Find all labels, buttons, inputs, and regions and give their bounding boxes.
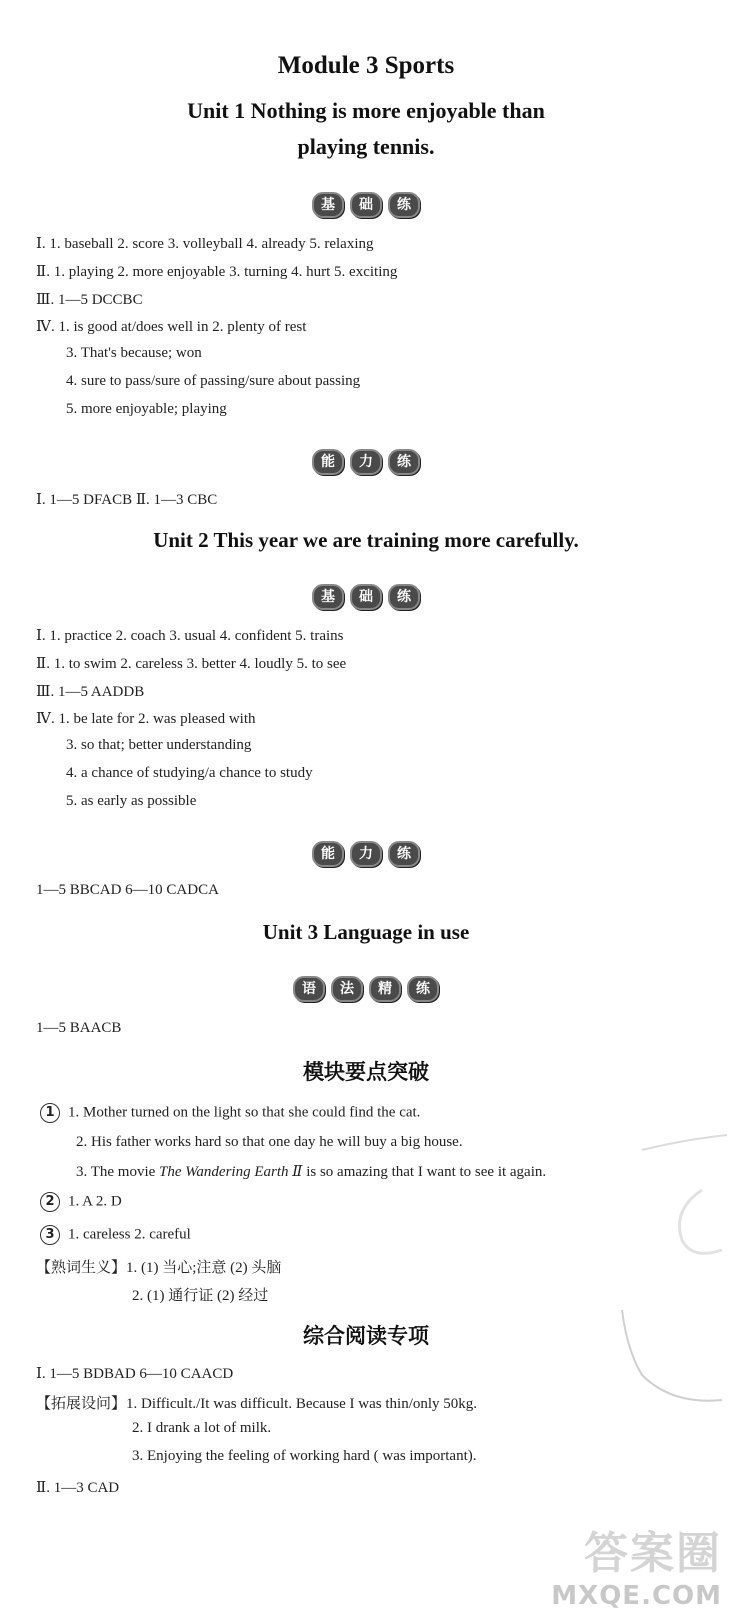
key-point-line — [76, 1162, 546, 1181]
familiar-word-new-meaning: 【熟词生义】1. (1) 当心;注意 (2) 头脑 — [36, 1260, 282, 1276]
circled-number-1: 1 — [40, 1103, 60, 1123]
unit1-line: Ⅳ. 1. is good at/does well in 2. plenty of rest — [36, 319, 307, 335]
unit1-line: Ⅲ. 1—5 DCCBC — [36, 292, 143, 308]
unit3-grammar-practice-badge — [0, 976, 732, 1002]
unit3-line: 1—5 BAACB — [36, 1020, 122, 1036]
familiar-word-new-meaning: 2. (1) 通行证 (2) 经过 — [132, 1288, 269, 1304]
badge-char: 练 — [388, 192, 420, 218]
module-title: Module 3 Sports — [277, 52, 455, 79]
unit1-title-line1: Unit 1 Nothing is more enjoyable than — [187, 98, 545, 123]
badge-char: 练 — [388, 449, 420, 475]
key-point-text: 1. A 2. D — [68, 1193, 122, 1210]
unit2-line: Ⅰ. 1. practice 2. coach 3. usual 4. confident 5. trains — [36, 628, 344, 644]
badge-char: 基 — [312, 584, 344, 610]
reading-line: Ⅱ. 1—3 CAD — [36, 1480, 120, 1496]
unit1-ability-line: Ⅰ. 1—5 DFACB Ⅱ. 1—3 CBC — [36, 492, 218, 508]
key-point-1-line — [40, 1103, 420, 1123]
unit1-ability-practice-badge — [0, 449, 732, 475]
unit1-basic-practice-badge — [0, 192, 732, 218]
unit3-title: Unit 3 Language in use — [262, 920, 470, 944]
unit2-line: Ⅲ. 1—5 AADDB — [36, 684, 145, 700]
circled-number-2: 2 — [40, 1192, 60, 1212]
key-points-title: 模块要点突破 — [303, 1060, 429, 1084]
watermark-url: MXQE.COM — [551, 1581, 722, 1611]
reading-title: 综合阅读专项 — [303, 1324, 429, 1348]
movie-title: The Wandering Earth Ⅱ — [159, 1164, 303, 1180]
unit1-line: 5. more enjoyable; playing — [66, 401, 227, 417]
unit1-title-line2: playing tennis. — [297, 134, 435, 159]
key-point-text: 3. The movie — [76, 1164, 160, 1180]
unit1-line: Ⅱ. 1. playing 2. more enjoyable 3. turning 4. hurt 5. exciting — [36, 264, 398, 280]
key-point-line: 2. His father works hard so that one day he will buy a big house. — [76, 1134, 463, 1150]
badge-char: 能 — [312, 449, 344, 475]
circled-number-3: 3 — [40, 1225, 60, 1245]
badge-char: 练 — [388, 584, 420, 610]
badge-char: 练 — [407, 976, 439, 1002]
unit2-line: 5. as early as possible — [66, 793, 197, 809]
key-point-text: 1. Mother turned on the light so that she could find the cat. — [68, 1104, 421, 1121]
badge-char: 基 — [312, 192, 344, 218]
unit1-line: Ⅰ. 1. baseball 2. score 3. volleyball 4. already 5. relaxing — [36, 236, 374, 252]
badge-char: 础 — [350, 192, 382, 218]
reading-line: 2. I drank a lot of milk. — [132, 1420, 272, 1436]
key-point-3-line — [40, 1225, 191, 1245]
reading-line: 3. Enjoying the feeling of working hard ( was important). — [132, 1448, 477, 1464]
unit2-line: 3. so that; better understanding — [66, 737, 252, 753]
badge-char: 法 — [331, 976, 363, 1002]
badge-char: 能 — [312, 841, 344, 867]
reading-line: Ⅰ. 1—5 BDBAD 6—10 CAACD — [36, 1366, 234, 1382]
unit2-ability-practice-badge — [0, 841, 732, 867]
badge-char: 练 — [388, 841, 420, 867]
badge-char: 精 — [369, 976, 401, 1002]
unit2-line: Ⅳ. 1. be late for 2. was pleased with — [36, 711, 256, 727]
unit2-ability-line: 1—5 BBCAD 6—10 CADCA — [36, 882, 219, 898]
site-watermark — [551, 1517, 722, 1611]
unit2-basic-practice-badge — [0, 584, 732, 610]
unit1-line: 3. That's because; won — [66, 345, 202, 361]
watermark-logo-text: 答案圈 — [584, 1528, 722, 1579]
key-point-text: 1. careless 2. careful — [68, 1226, 191, 1243]
unit2-line: 4. a chance of studying/a chance to study — [66, 765, 313, 781]
faint-sketch-marks — [612, 1130, 732, 1430]
unit1-line: 4. sure to pass/sure of passing/sure about passing — [66, 373, 361, 389]
key-point-text: is so amazing that I want to see it again. — [302, 1164, 547, 1180]
badge-char: 力 — [350, 449, 382, 475]
badge-char: 力 — [350, 841, 382, 867]
key-point-2-line — [40, 1192, 122, 1212]
badge-char: 础 — [350, 584, 382, 610]
badge-char: 语 — [293, 976, 325, 1002]
unit2-line: Ⅱ. 1. to swim 2. careless 3. better 4. loudly 5. to see — [36, 656, 347, 672]
reading-line: 【拓展设问】1. Difficult./It was difficult. Because I was thin/only 50kg. — [36, 1396, 478, 1412]
unit2-title: Unit 2 This year we are training more carefully. — [153, 528, 579, 552]
